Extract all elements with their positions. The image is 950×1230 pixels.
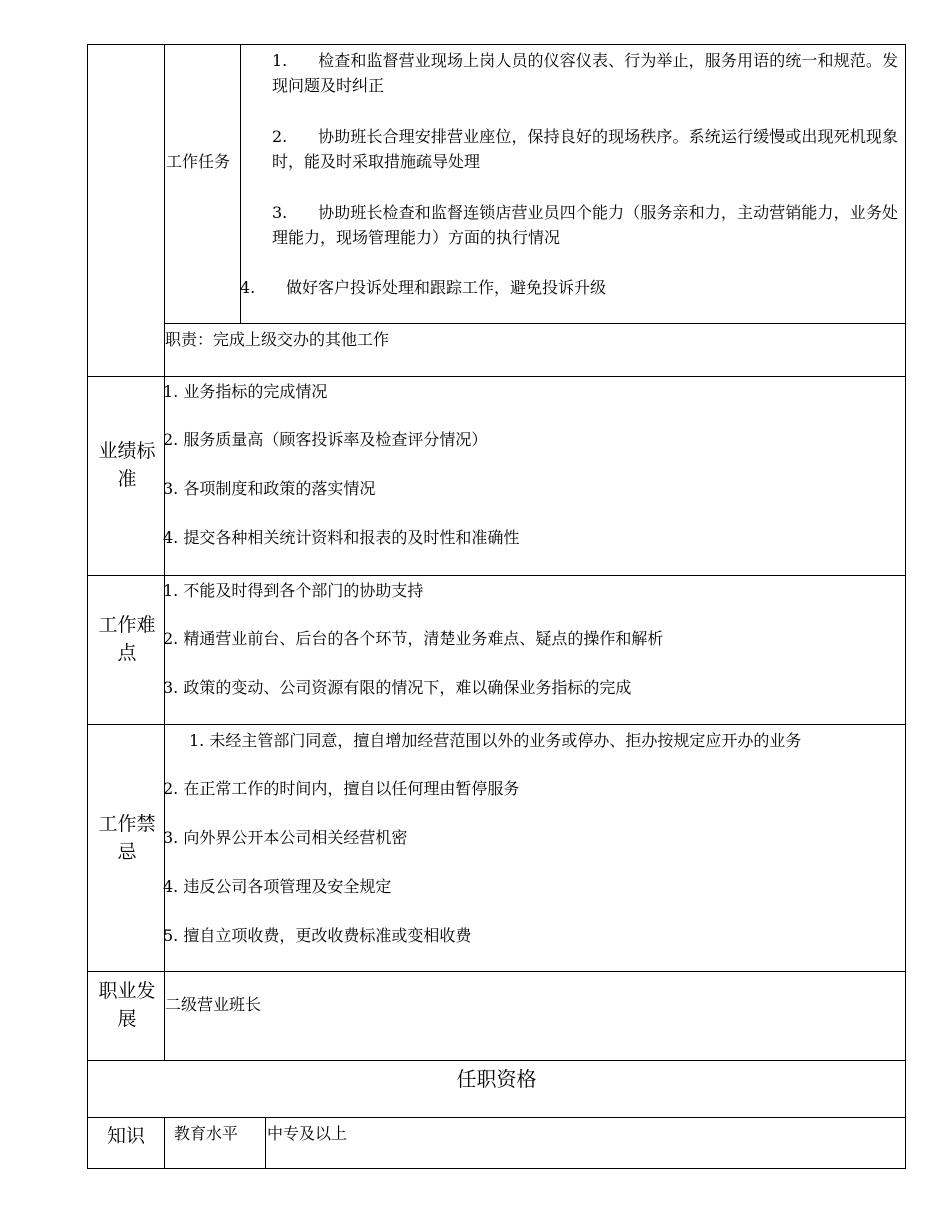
- task-item: [272, 48, 898, 98]
- grid-line: [87, 1117, 906, 1118]
- performance-item: 3. 各项制度和政策的落实情况: [163, 479, 376, 498]
- task-text: 协助班长检查和监督连锁店营业员四个能力（服务亲和力，主动营销能力，业务处理能力，现场管理能力）方面的执行情况: [272, 203, 898, 247]
- grid-line: [87, 376, 906, 377]
- task-text: 检查和监督营业现场上岗人员的仪容仪表、行为举止，服务用语的统一和规范。发现问题及时纠正: [272, 51, 898, 95]
- education-value: 中专及以上: [267, 1124, 348, 1143]
- prohibition-item: 5. 擅自立项收费，更改收费标准或变相收费: [163, 926, 472, 945]
- difficulty-item: 3. 政策的变动、公司资源有限的情况下，难以确保业务指标的完成: [163, 678, 632, 697]
- performance-item: 2. 服务质量高（顾客投诉率及检查评分情况）: [163, 430, 488, 449]
- difficulty-item: 1. 不能及时得到各个部门的协助支持: [163, 581, 424, 600]
- prohibitions-label: 工作禁忌: [98, 813, 156, 863]
- career-value: 二级营业班长: [165, 995, 262, 1014]
- task-item: [272, 124, 898, 174]
- prohibition-item: 2. 在正常工作的时间内，擅自以任何理由暂停服务: [163, 779, 520, 798]
- task-number: 1.: [272, 51, 288, 70]
- grid-line: [87, 575, 906, 576]
- difficulty-item: 2. 精通营业前台、后台的各个环节，清楚业务难点、疑点的操作和解析: [163, 629, 664, 648]
- performance-label: 业绩标准: [98, 440, 156, 490]
- performance-item: 4. 提交各种相关统计资料和报表的及时性和准确性: [163, 528, 520, 547]
- task-text: 协助班长合理安排营业座位，保持良好的现场秩序。系统运行缓慢或出现死机现象时，能及时采取措施疏导处理: [272, 127, 898, 171]
- grid-line: [87, 724, 906, 725]
- grid-line: [164, 1117, 165, 1169]
- grid-line: [265, 1117, 266, 1169]
- task-number: 3.: [272, 203, 288, 222]
- prohibition-item: 4. 违反公司各项管理及安全规定: [163, 877, 392, 896]
- prohibition-item: 3. 向外界公开本公司相关经营机密: [163, 828, 408, 847]
- grid-line: [87, 1060, 906, 1061]
- grid-line: [164, 323, 906, 324]
- career-label: 职业发展: [98, 980, 156, 1030]
- grid-line: [87, 971, 906, 972]
- performance-item: 1. 业务指标的完成情况: [163, 382, 328, 401]
- duty-text: 职责：完成上级交办的其他工作: [165, 330, 390, 349]
- tasks-label: 工作任务: [166, 152, 231, 171]
- education-label: 教育水平: [174, 1124, 239, 1143]
- knowledge-label: 知识: [106, 1125, 145, 1147]
- qualifications-heading: 任职资格: [456, 1067, 537, 1091]
- task-item: [272, 200, 898, 250]
- prohibition-item: 1. 未经主管部门同意，擅自增加经营范围以外的业务或停办、拒办按规定应开办的业务: [189, 731, 802, 750]
- difficulties-label: 工作难点: [98, 614, 156, 664]
- task-text: 做好客户投诉处理和跟踪工作，避免投诉升级: [286, 278, 607, 297]
- grid-line: [164, 44, 165, 1060]
- task-number: 4.: [240, 278, 256, 297]
- task-number: 2.: [272, 127, 288, 146]
- task-item: [240, 275, 900, 300]
